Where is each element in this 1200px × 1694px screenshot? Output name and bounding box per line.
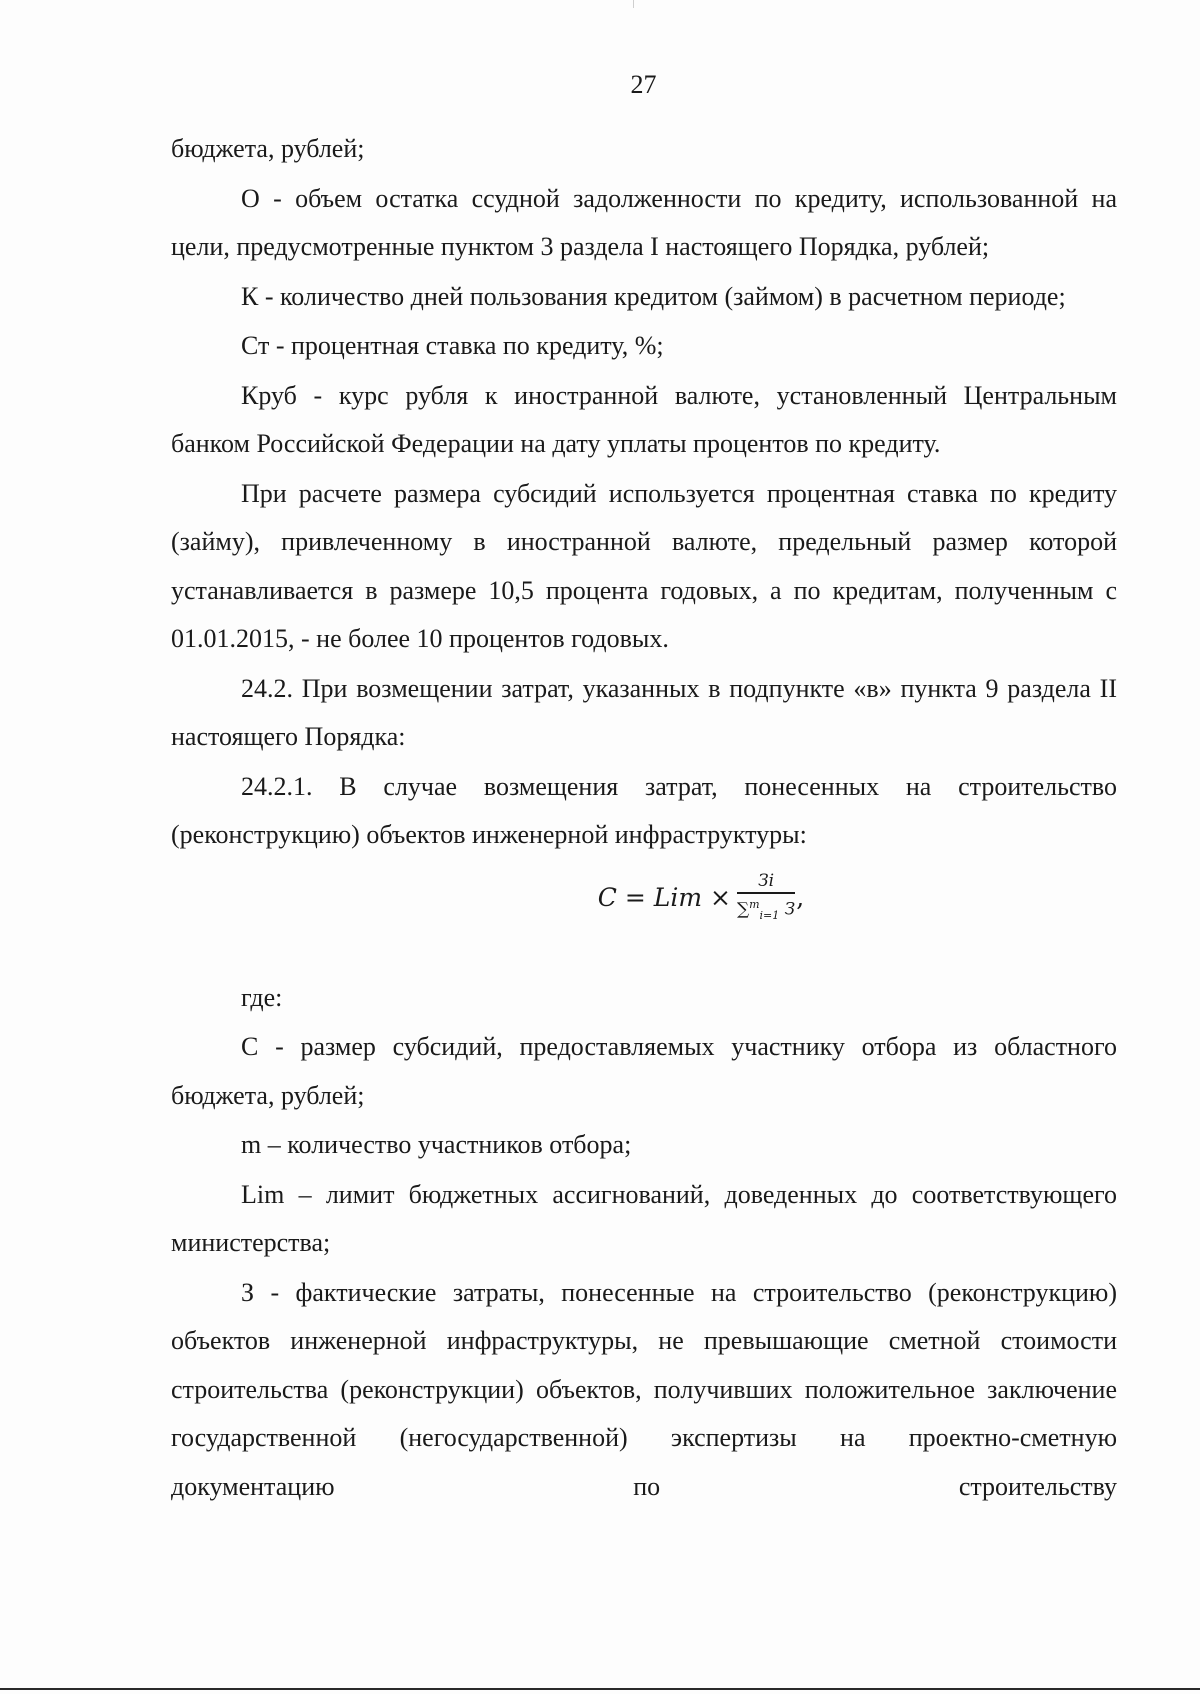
scan-mark (633, 0, 634, 8)
paragraph-definition-lim: Lim – лимит бюджетных ассигнований, доведенных до соответствующего министерства; (171, 1179, 1117, 1257)
subsidy-formula (171, 862, 1117, 936)
sum-term: З (784, 899, 796, 920)
document-body (171, 125, 1117, 1511)
paragraph-definition-st: Ст - процентная ставка по кредиту, %; (241, 331, 664, 360)
formula-comma: , (796, 883, 805, 913)
paragraph-definition-m: m – количество участников отбора; (241, 1130, 632, 1159)
paragraph-continuation: бюджета, рублей; (171, 134, 365, 163)
paragraph-where: где: (241, 982, 283, 1012)
paragraph-definition-c: С - размер субсидий, предоставляемых участнику отбора из областного бюджета, рублей; (171, 1032, 1117, 1110)
formula-denominator (737, 894, 795, 926)
sum-lower-limit: i=1 (759, 908, 780, 922)
paragraph-definition-k: К - количество дней пользования кредитом (займом) в расчетном периоде; (241, 281, 1066, 311)
formula-numerator: Зi (758, 871, 775, 892)
paragraph-definition-krub: Круб - курс рубля к иностранной валюте, установленный Центральным банком Российской Федерации на дату уплаты процентов по кредиту. (171, 380, 1117, 458)
sum-upper-limit: m (749, 897, 760, 911)
paragraph-clause-24-2-1: 24.2.1. В случае возмещения затрат, понесенных на строительство (реконструкцию) объектов инженерной инфраструктуры: (171, 771, 1117, 849)
paragraph-interest-rate: При расчете размера субсидий используется процентная ставка по кредиту (займу), привлеченному в иностранной валюте, предельный размер которой устанавливается в размере 10,5 процента годовых, а по кредитам, полученным с 01.01.2015, - не более 10 процентов годовых. (171, 478, 1117, 653)
page-number: 27 (630, 70, 657, 99)
paragraph-clause-24-2: 24.2. При возмещении затрат, указанных в подпункте «в» пункта 9 раздела II настоящего Порядка: (171, 673, 1117, 751)
formula-fraction (737, 871, 795, 926)
formula-lhs: C = Lim × (597, 883, 731, 913)
page-bottom-edge (0, 1688, 1200, 1690)
sum-symbol: ∑ (736, 899, 750, 920)
paragraph-definition-z: З - фактические затраты, понесенные на строительство (реконструкцию) объектов инженерной инфраструктуры, не превышающие сметной стоимости строительства (реконструкции) объектов, получивших положительное заключение государственной (негосударственной) экспертизы на проектно-сметную документацию по строительству (171, 1277, 1117, 1501)
paragraph-definition-o: О - объем остатка ссудной задолженности по кредиту, использованной на цели, предусмотренные пунктом 3 раздела I настоящего Порядка, рублей; (171, 183, 1117, 261)
